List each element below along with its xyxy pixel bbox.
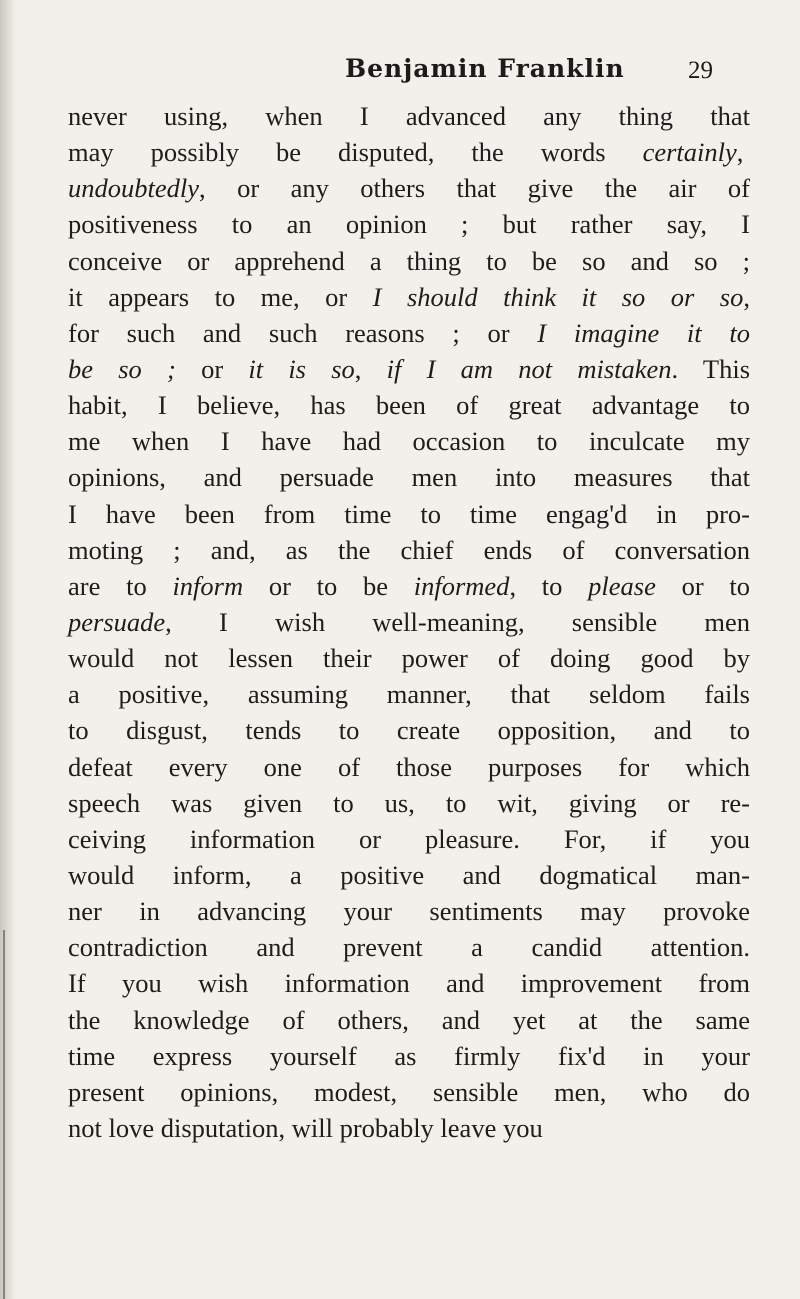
text-segment: defeat every one of those purposes for which xyxy=(68,751,750,782)
text-line xyxy=(68,1038,750,1074)
text-segment: would not lessen their power of doing good by xyxy=(68,643,750,674)
text-line xyxy=(68,279,750,315)
text-line xyxy=(68,857,750,893)
text-segment: conceive or apprehend a thing to be so and so ; xyxy=(68,245,750,276)
text-segment: habit, I believe, has been of great advantage to xyxy=(68,390,750,421)
page-number: 29 xyxy=(688,57,713,84)
text-segment: or to xyxy=(655,570,750,601)
text-segment: time express yourself as firmly fix'd in your xyxy=(68,1040,750,1071)
italic-text: inform xyxy=(172,570,244,601)
text-segment: speech was given to us, to wit, giving or re- xyxy=(68,787,750,818)
text-segment: , xyxy=(743,281,750,312)
text-line xyxy=(68,98,750,134)
text-segment: ner in advancing your sentiments may provoke xyxy=(68,896,750,927)
text-segment: not love disputation, will probably leave you xyxy=(68,1112,543,1143)
text-line xyxy=(68,1002,750,1038)
text-segment: opinions, and persuade men into measures that xyxy=(68,462,750,493)
text-segment: to disgust, tends to create opposition, and to xyxy=(68,715,750,746)
text-segment: , to xyxy=(509,570,589,601)
text-line xyxy=(68,712,750,748)
text-line xyxy=(68,676,750,712)
italic-text: I should think it so or so xyxy=(372,281,744,312)
page-gutter-shadow xyxy=(0,0,16,1299)
text-line xyxy=(68,351,750,387)
italic-text: persuade xyxy=(68,606,166,637)
italic-text: undoubtedly xyxy=(68,173,199,204)
text-line xyxy=(68,423,750,459)
text-segment: , xyxy=(354,353,387,384)
text-segment: it appears to me, or xyxy=(68,281,373,312)
text-segment: , xyxy=(736,137,750,168)
text-line xyxy=(68,243,750,279)
italic-text: it is so xyxy=(248,353,355,384)
text-line xyxy=(68,1074,750,1110)
text-line xyxy=(68,315,750,351)
text-line xyxy=(68,134,750,170)
text-segment: may possibly be disputed, the words xyxy=(68,137,643,168)
text-segment: a positive, assuming manner, that seldom fails xyxy=(68,679,750,710)
text-segment: positiveness to an opinion ; but rather say, I xyxy=(68,209,750,240)
text-line xyxy=(68,170,750,206)
text-line xyxy=(68,532,750,568)
text-line xyxy=(68,821,750,857)
italic-text: informed xyxy=(413,570,510,601)
text-line xyxy=(68,604,750,640)
text-line xyxy=(68,387,750,423)
text-segment: me when I have had occasion to inculcate my xyxy=(68,426,750,457)
text-segment: . This xyxy=(671,353,751,384)
text-segment: are to xyxy=(68,570,173,601)
text-segment: would inform, a positive and dogmatical man- xyxy=(68,859,750,890)
text-line xyxy=(68,206,750,242)
italic-text: I imagine it to xyxy=(537,317,750,348)
text-segment: for such and such reasons ; or xyxy=(68,317,538,348)
text-segment: moting ; and, as the chief ends of conversation xyxy=(68,534,750,565)
text-segment: I have been from time to time engag'd in pro- xyxy=(68,498,750,529)
text-line xyxy=(68,640,750,676)
text-line xyxy=(68,749,750,785)
text-line xyxy=(68,568,750,604)
text-segment: , I wish well-meaning, sensible men xyxy=(165,606,750,637)
text-segment: the knowledge of others, and yet at the same xyxy=(68,1004,750,1035)
text-segment: ceiving information or pleasure. For, if you xyxy=(68,823,750,854)
text-segment: or xyxy=(175,353,249,384)
text-line xyxy=(68,965,750,1001)
text-segment: present opinions, modest, sensible men, who do xyxy=(68,1076,750,1107)
text-segment: contradiction and prevent a candid attention. xyxy=(68,932,750,963)
text-line xyxy=(68,496,750,532)
italic-text: certainly xyxy=(642,137,737,168)
text-segment: never using, when I advanced any thing that xyxy=(68,101,750,131)
text-line xyxy=(68,785,750,821)
body-text xyxy=(68,98,750,1146)
text-segment: , or any others that give the air of xyxy=(199,173,750,204)
text-segment: or to be xyxy=(243,570,414,601)
text-line xyxy=(68,1110,750,1146)
text-line xyxy=(68,459,750,495)
text-line xyxy=(68,929,750,965)
gutter-edge-line xyxy=(3,930,5,1299)
italic-text: be so ; xyxy=(68,353,176,384)
running-head xyxy=(0,54,800,94)
text-segment: If you wish information and improvement from xyxy=(68,968,750,999)
text-line xyxy=(68,893,750,929)
running-title: Benjamin Franklin xyxy=(345,54,625,83)
italic-text: please xyxy=(588,570,656,601)
italic-text: if I am not mistaken xyxy=(386,353,672,384)
